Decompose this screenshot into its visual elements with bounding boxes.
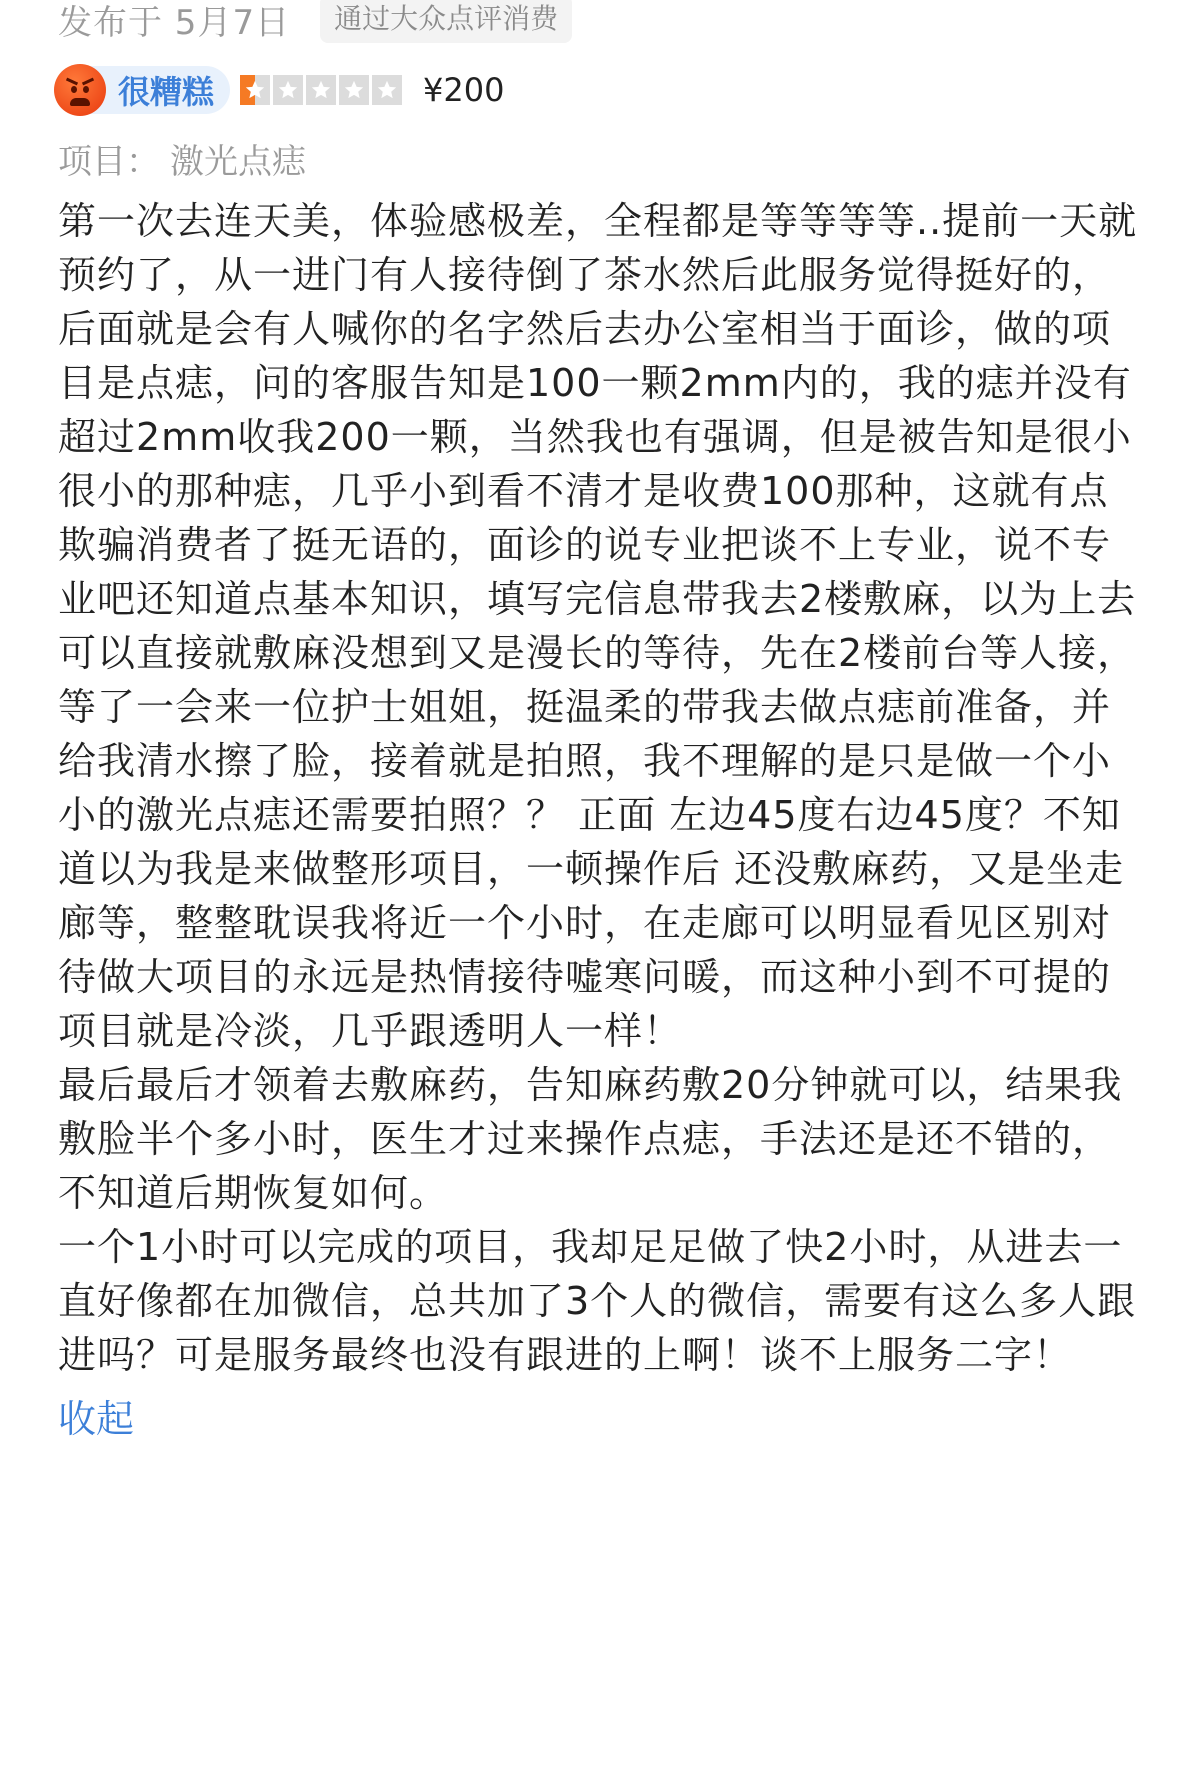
source-badge: 通过大众点评消费 xyxy=(320,0,572,43)
project-label: 项目： xyxy=(58,142,160,182)
review-meta xyxy=(58,0,1142,44)
star-icon xyxy=(240,75,270,105)
project-value: 激光点痣 xyxy=(170,142,306,182)
project-row xyxy=(58,136,1142,188)
collapse-link[interactable]: 收起 xyxy=(58,1397,135,1441)
price: ¥200 xyxy=(423,71,505,109)
mood-badge xyxy=(58,66,230,114)
angry-face-icon xyxy=(54,64,106,116)
publish-date: 发布于 5月7日 xyxy=(58,2,291,43)
review-paragraph: 一个1小时可以完成的项目，我却足足做了快2小时，从进去一直好像都在加微信，总共加了3个人的微信，需要有这么多人跟进吗？可是服务最终也没有跟进的上啊！谈不上服务二字！ xyxy=(58,1225,1137,1377)
star-icon xyxy=(306,75,336,105)
rating-row xyxy=(58,58,1142,122)
star-icon xyxy=(372,75,402,105)
mood-label: 很糟糕 xyxy=(118,73,215,111)
review-body xyxy=(58,194,1142,1382)
star-icon xyxy=(273,75,303,105)
review-paragraph: 最后最后才领着去敷麻药，告知麻药敷20分钟就可以，结果我敷脸半个多小时，医生才过来操作点痣，手法还是还不错的，不知道后期恢复如何。 xyxy=(58,1063,1123,1215)
review-paragraph: 第一次去连天美，体验感极差，全程都是等等等等..提前一天就预约了，从一进门有人接待倒了茶水然后此服务觉得挺好的，后面就是会有人喊你的名字然后去办公室相当于面诊，做的项目是点痣，问的客服告知是100一颗2mm内的，我的痣并没有超过2mm收我200一颗，当然我也有强调，但是被告知是很小很小的那种痣，几乎小到看不清才是收费100那种，这就有点欺骗消费者了挺无语的，面诊的说专业把谈不上专业，说不专业吧还知道点基本知识，填写完信息带我去2楼敷麻，以为上去可以直接就敷麻没想到又是漫长的等待，先在2楼前台等人接，等了一会来一位护士姐姐，挺温柔的带我去做点痣前准备，并给我清水擦了脸，接着就是拍照，我不理解的是只是做一个小小的激光点痣还需要拍照？？ 正面 左边45度右边45度？不知道以为我是来做整形项目，一顿操作后 还没敷麻药，又是坐走廊等，整整耽误我将近一个小时，在走廊可以明显看见区别对待做大项目的永远是热情接待嘘寒问暖，而这种小到不可提的项目就是冷淡，几乎跟透明人一样！ xyxy=(58,199,1138,1053)
star-icon xyxy=(339,75,369,105)
star-rating xyxy=(240,75,405,105)
